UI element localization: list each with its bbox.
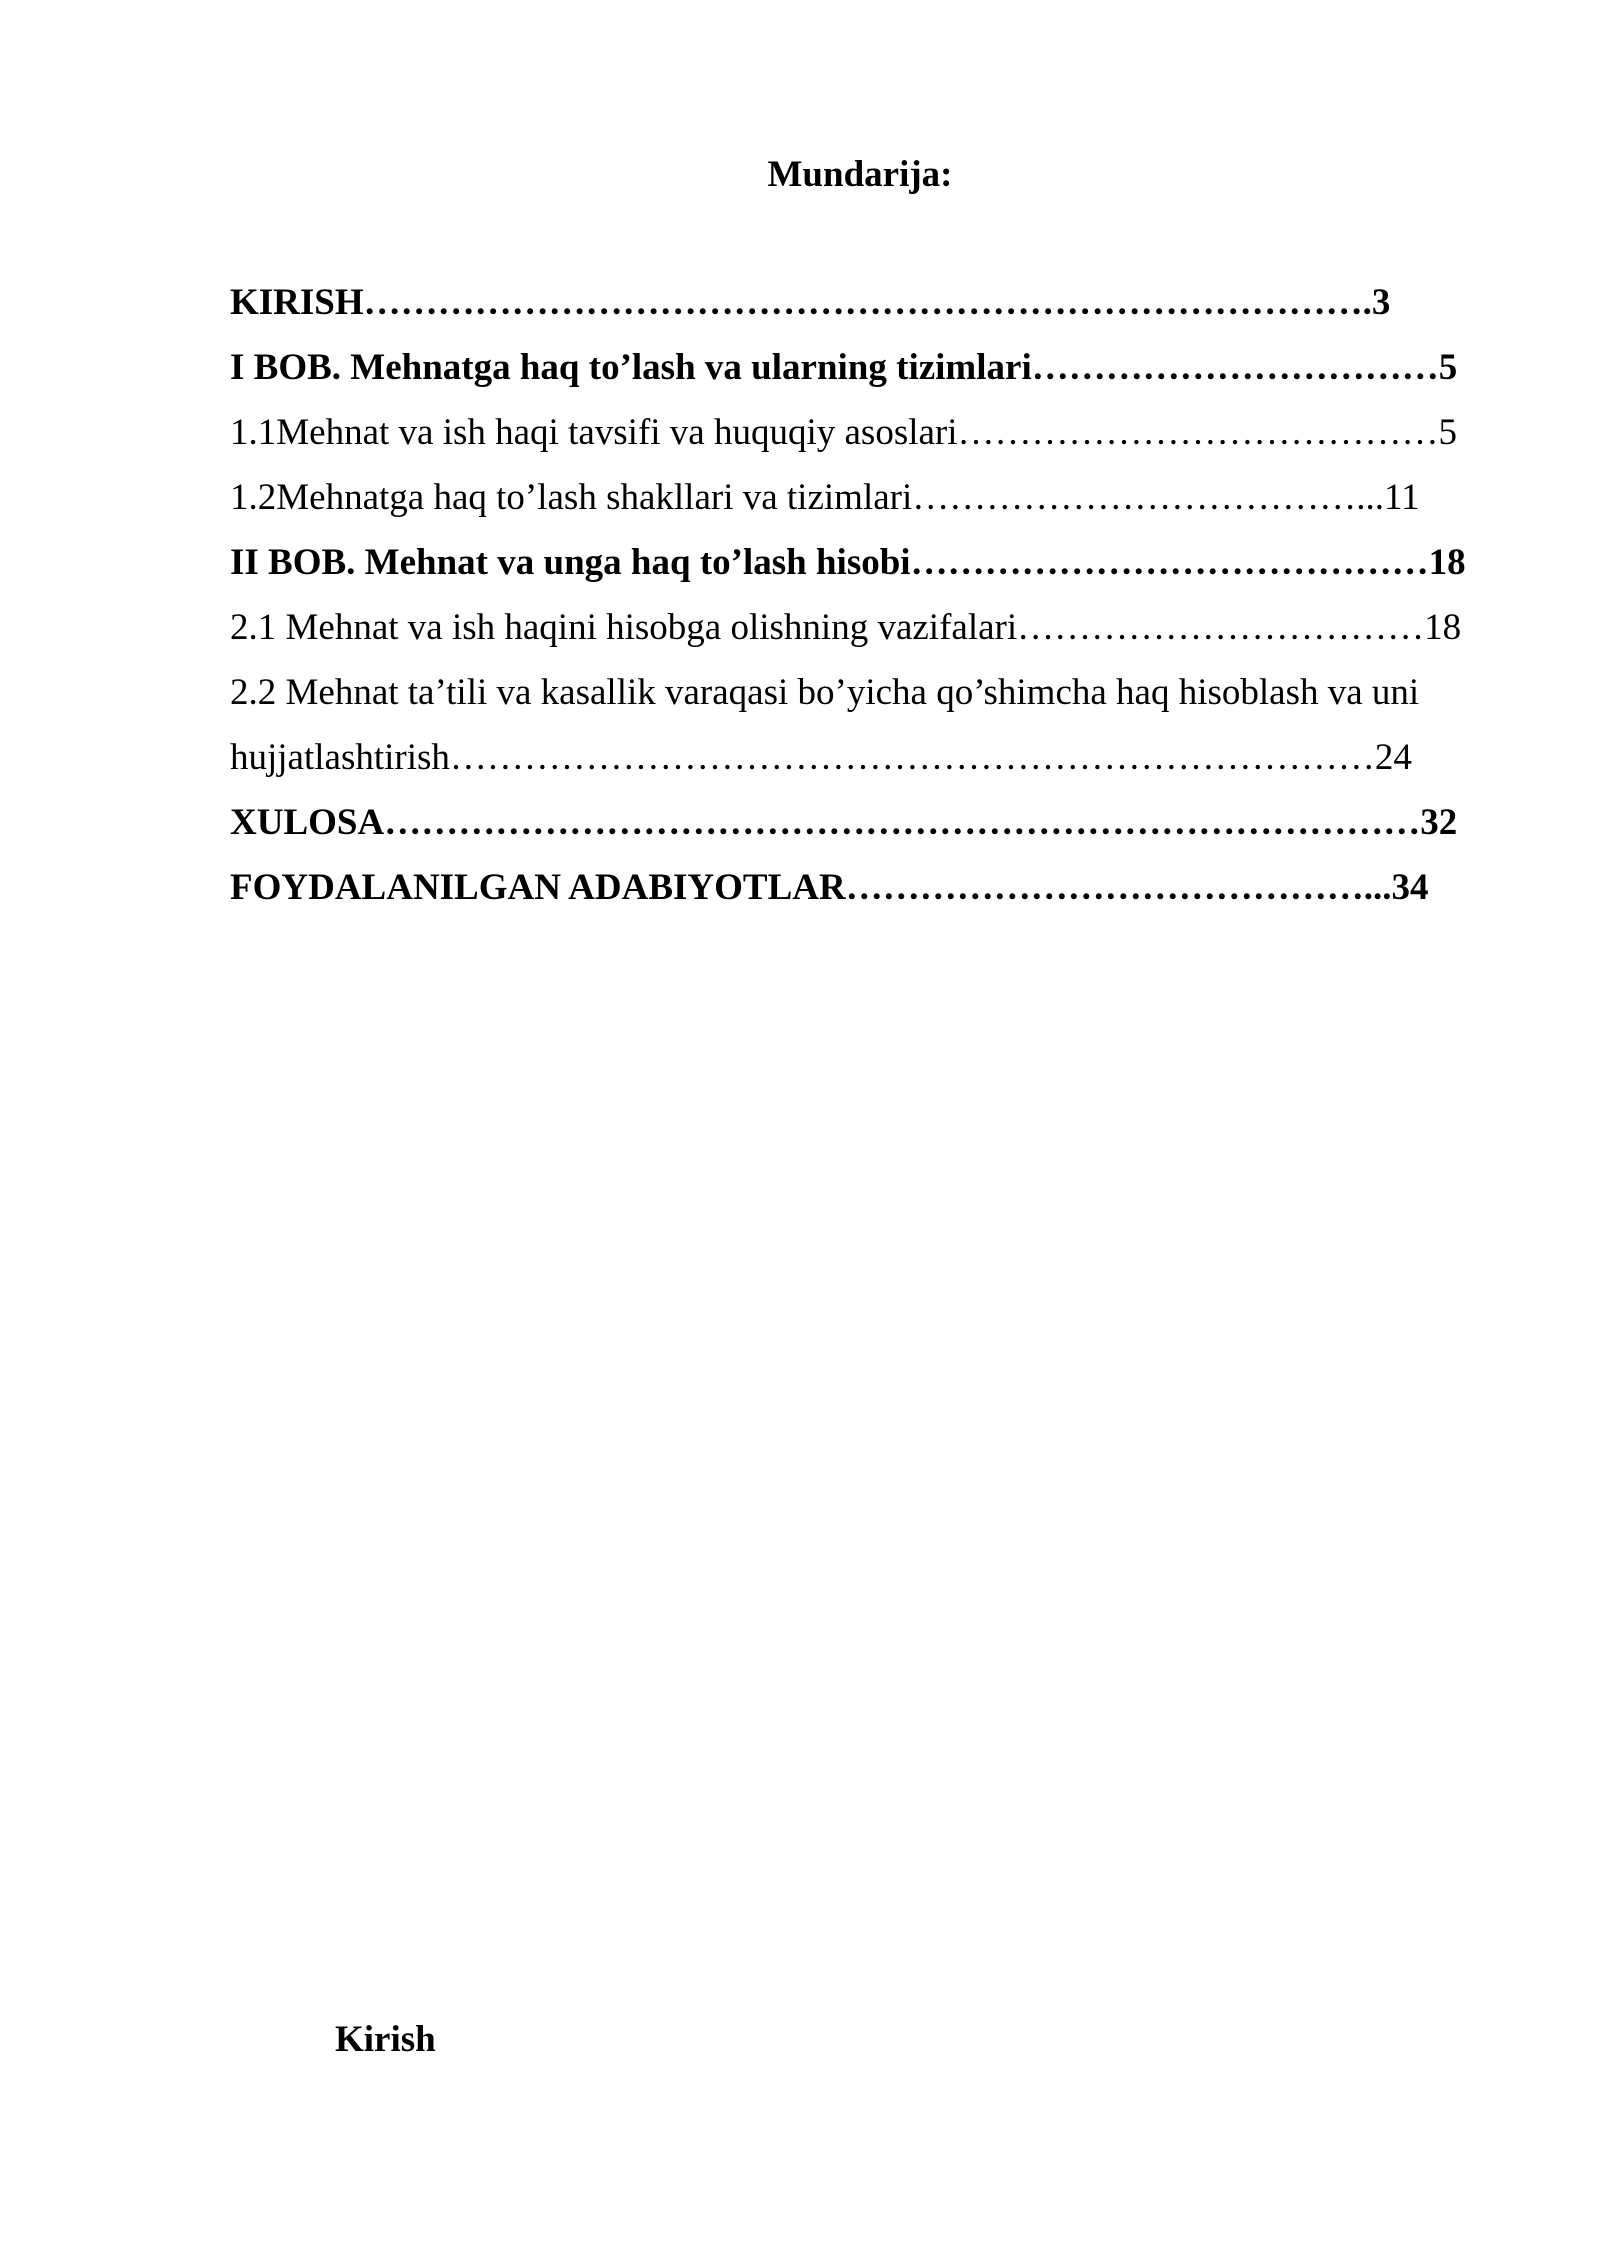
toc-entry-chapter-2: II BOB. Mehnat va unga haq to’lash hisobi……………………………………18 — [230, 542, 1466, 583]
toc-entry-section-2-1: 2.1 Mehnat va ish haqini hisobga olishning vazifalari……………………………18 — [230, 607, 1462, 648]
toc-entry-references: FOYDALANILGAN ADABIYOTLAR……………………………………...34 — [230, 867, 1429, 908]
toc-title: Mundarija: — [767, 154, 953, 195]
toc-entry-xulosa: XULOSA…………………………………………………………………………32 — [230, 802, 1458, 843]
toc-entry-section-1-2: 1.2Mehnatga haq to’lash shakllari va tizimlari………………………………...11 — [230, 477, 1420, 518]
toc-entry-kirish: KIRISH……………………………………………………………………….3 — [230, 282, 1391, 323]
toc-entry-section-1-1: 1.1Mehnat va ish haqi tavsifi va huquqiy asoslari…………………………………5 — [230, 412, 1458, 453]
toc-entry-section-2-2: 2.2 Mehnat ta’tili va kasallik varaqasi bo’yicha qo’shimcha haq hisoblash va uni — [230, 672, 1420, 713]
toc-entry-chapter-1: I BOB. Mehnatga haq to’lash va ularning tizimlari……………………………5 — [230, 347, 1458, 388]
table-of-contents — [230, 270, 1490, 920]
section-heading: Kirish — [335, 2019, 436, 2060]
toc-entry-section-2-2-continued: hujjatlashtirish…………………………………………………………………24 — [230, 737, 1412, 778]
